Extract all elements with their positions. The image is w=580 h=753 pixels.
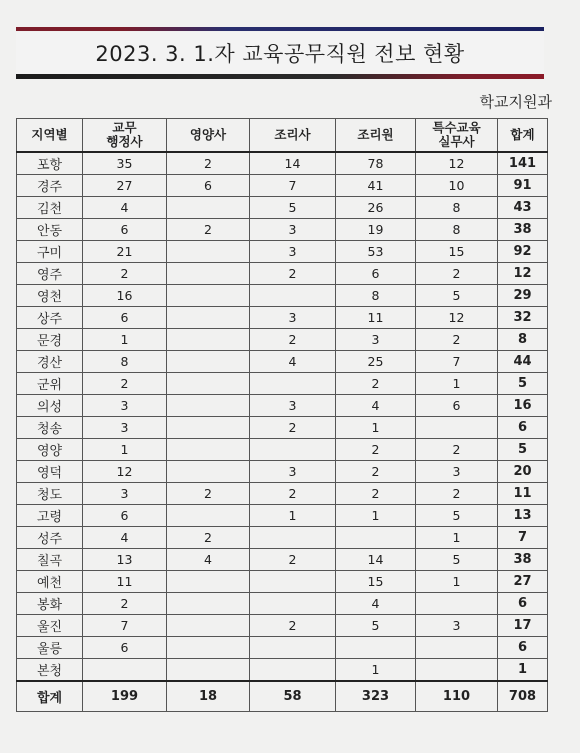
cell-nutrition [167,593,250,615]
table-row [17,197,548,219]
header-admin: 교무 행정사 [83,119,167,153]
table-row [17,417,548,439]
cell-admin: 6 [83,307,167,329]
cell-total: 5 [498,373,548,395]
cell-region: 경산 [17,351,83,373]
cell-cook-staff: 41 [336,175,416,197]
cell-special: 10 [416,175,498,197]
table-row [17,263,548,285]
cell-nutrition [167,197,250,219]
sum-row [17,681,548,712]
cell-special: 5 [416,549,498,571]
cell-cook [250,637,336,659]
cell-total: 44 [498,351,548,373]
cell-admin: 3 [83,417,167,439]
cell-cook [250,593,336,615]
cell-admin: 4 [83,197,167,219]
cell-admin: 2 [83,593,167,615]
cell-cook-staff: 1 [336,659,416,682]
cell-cook-staff: 14 [336,549,416,571]
cell-cook [250,571,336,593]
cell-cook: 2 [250,549,336,571]
cell-total: 38 [498,219,548,241]
cell-cook-staff [336,637,416,659]
cell-special: 8 [416,219,498,241]
table-row [17,307,548,329]
cell-admin: 3 [83,483,167,505]
cell-nutrition [167,505,250,527]
cell-cook-staff: 1 [336,505,416,527]
cell-special: 2 [416,329,498,351]
table-row [17,329,548,351]
cell-admin: 6 [83,219,167,241]
cell-nutrition: 6 [167,175,250,197]
cell-nutrition [167,373,250,395]
cell-total: 13 [498,505,548,527]
cell-special: 6 [416,395,498,417]
cell-admin: 11 [83,571,167,593]
cell-cook: 2 [250,483,336,505]
cell-nutrition [167,615,250,637]
cell-nutrition [167,659,250,682]
cell-nutrition [167,329,250,351]
cell-region: 의성 [17,395,83,417]
cell-cook: 2 [250,615,336,637]
table-row [17,593,548,615]
header-cook: 조리사 [250,119,336,153]
cell-special: 3 [416,461,498,483]
cell-admin: 16 [83,285,167,307]
cell-special: 5 [416,505,498,527]
cell-total: 8 [498,329,548,351]
cell-cook: 2 [250,263,336,285]
table-row [17,527,548,549]
cell-special: 3 [416,615,498,637]
cell-nutrition [167,439,250,461]
cell-region: 경주 [17,175,83,197]
cell-nutrition: 2 [167,527,250,549]
cell-special: 5 [416,285,498,307]
cell-admin: 21 [83,241,167,263]
cell-special [416,417,498,439]
table-row [17,373,548,395]
cell-nutrition [167,263,250,285]
cell-region: 청송 [17,417,83,439]
cell-total: 17 [498,615,548,637]
cell-region: 영덕 [17,461,83,483]
cell-admin [83,659,167,682]
cell-region: 고령 [17,505,83,527]
page-title: 2023. 3. 1.자 교육공무직원 전보 현황 [16,32,544,74]
cell-special: 12 [416,307,498,329]
cell-cook-staff [336,527,416,549]
cell-total: 5 [498,439,548,461]
cell-nutrition: 4 [167,549,250,571]
cell-cook-staff: 8 [336,285,416,307]
cell-cook: 3 [250,241,336,263]
cell-cook-staff: 2 [336,373,416,395]
cell-region: 포항 [17,152,83,175]
cell-cook-staff: 1 [336,417,416,439]
cell-region: 울릉 [17,637,83,659]
cell-region: 청도 [17,483,83,505]
cell-cook: 2 [250,417,336,439]
header-nutrition: 영양사 [167,119,250,153]
cell-cook-staff: 4 [336,593,416,615]
table-row [17,505,548,527]
cell-cook-staff: 53 [336,241,416,263]
table-row [17,175,548,197]
sum-cell-total: 708 [498,681,548,712]
cell-cook [250,439,336,461]
cell-region: 봉화 [17,593,83,615]
title-top-rule [16,27,544,31]
cell-cook-staff: 2 [336,461,416,483]
cell-nutrition [167,461,250,483]
cell-cook [250,527,336,549]
table-row [17,461,548,483]
cell-region: 울진 [17,615,83,637]
cell-special [416,593,498,615]
cell-cook-staff: 6 [336,263,416,285]
cell-admin: 2 [83,263,167,285]
cell-cook-staff: 11 [336,307,416,329]
cell-nutrition [167,395,250,417]
cell-admin: 1 [83,439,167,461]
cell-admin: 27 [83,175,167,197]
cell-cook: 3 [250,219,336,241]
cell-cook-staff: 19 [336,219,416,241]
cell-total: 92 [498,241,548,263]
cell-cook-staff: 25 [336,351,416,373]
cell-cook: 4 [250,351,336,373]
cell-nutrition: 2 [167,152,250,175]
cell-cook: 1 [250,505,336,527]
cell-region: 김천 [17,197,83,219]
cell-nutrition [167,307,250,329]
cell-special: 7 [416,351,498,373]
sum-cell-region: 합계 [17,681,83,712]
cell-admin: 35 [83,152,167,175]
cell-region: 칠곡 [17,549,83,571]
table-body [17,152,548,712]
cell-total: 38 [498,549,548,571]
table-row [17,549,548,571]
cell-admin: 8 [83,351,167,373]
cell-admin: 2 [83,373,167,395]
cell-total: 20 [498,461,548,483]
cell-admin: 7 [83,615,167,637]
sum-cell-cook-staff: 323 [336,681,416,712]
table-row [17,483,548,505]
table-row [17,395,548,417]
cell-region: 본청 [17,659,83,682]
cell-nutrition [167,417,250,439]
sum-cell-nutrition: 18 [167,681,250,712]
department-label: 학교지원과 [479,93,552,111]
cell-special: 1 [416,527,498,549]
cell-total: 16 [498,395,548,417]
cell-total: 6 [498,593,548,615]
table-row [17,439,548,461]
cell-cook [250,285,336,307]
cell-total: 7 [498,527,548,549]
cell-total: 1 [498,659,548,682]
cell-cook [250,659,336,682]
table-row [17,241,548,263]
cell-special: 2 [416,263,498,285]
cell-cook-staff: 78 [336,152,416,175]
cell-cook [250,373,336,395]
cell-cook-staff: 15 [336,571,416,593]
title-bottom-rule [16,74,544,79]
table-row [17,219,548,241]
cell-total: 6 [498,637,548,659]
table-row [17,571,548,593]
cell-special [416,659,498,682]
cell-nutrition [167,285,250,307]
sum-cell-cook: 58 [250,681,336,712]
header-special: 특수교육 실무사 [416,119,498,153]
cell-admin: 13 [83,549,167,571]
cell-special: 8 [416,197,498,219]
cell-total: 91 [498,175,548,197]
cell-region: 군위 [17,373,83,395]
cell-cook: 3 [250,395,336,417]
cell-nutrition [167,351,250,373]
cell-region: 문경 [17,329,83,351]
cell-nutrition: 2 [167,219,250,241]
table-row [17,637,548,659]
cell-cook: 3 [250,461,336,483]
cell-admin: 1 [83,329,167,351]
cell-admin: 6 [83,505,167,527]
cell-special: 15 [416,241,498,263]
cell-cook-staff: 4 [336,395,416,417]
cell-special: 1 [416,571,498,593]
cell-total: 12 [498,263,548,285]
cell-cook: 3 [250,307,336,329]
cell-special: 2 [416,483,498,505]
table-header-row [17,119,548,153]
cell-region: 상주 [17,307,83,329]
cell-cook-staff: 5 [336,615,416,637]
cell-region: 안동 [17,219,83,241]
cell-cook: 2 [250,329,336,351]
cell-region: 구미 [17,241,83,263]
cell-admin: 4 [83,527,167,549]
cell-total: 43 [498,197,548,219]
cell-nutrition [167,571,250,593]
cell-cook-staff: 2 [336,483,416,505]
cell-admin: 6 [83,637,167,659]
cell-nutrition [167,637,250,659]
table-row [17,285,548,307]
cell-special: 12 [416,152,498,175]
cell-admin: 12 [83,461,167,483]
cell-region: 영천 [17,285,83,307]
cell-cook: 14 [250,152,336,175]
cell-cook-staff: 3 [336,329,416,351]
cell-cook: 7 [250,175,336,197]
cell-admin: 3 [83,395,167,417]
cell-region: 영주 [17,263,83,285]
table-row [17,351,548,373]
table-row [17,615,548,637]
cell-total: 32 [498,307,548,329]
cell-special [416,637,498,659]
sum-cell-admin: 199 [83,681,167,712]
header-region: 지역별 [17,119,83,153]
header-total: 합계 [498,119,548,153]
cell-cook-staff: 26 [336,197,416,219]
cell-total: 141 [498,152,548,175]
sum-cell-special: 110 [416,681,498,712]
cell-special: 2 [416,439,498,461]
cell-region: 성주 [17,527,83,549]
table-row [17,152,548,175]
cell-total: 29 [498,285,548,307]
cell-cook: 5 [250,197,336,219]
cell-nutrition [167,241,250,263]
cell-total: 27 [498,571,548,593]
transfer-table [16,118,548,712]
cell-region: 예천 [17,571,83,593]
header-cook-staff: 조리원 [336,119,416,153]
cell-total: 11 [498,483,548,505]
cell-special: 1 [416,373,498,395]
cell-total: 6 [498,417,548,439]
cell-cook-staff: 2 [336,439,416,461]
cell-nutrition: 2 [167,483,250,505]
cell-region: 영양 [17,439,83,461]
table-row [17,659,548,682]
